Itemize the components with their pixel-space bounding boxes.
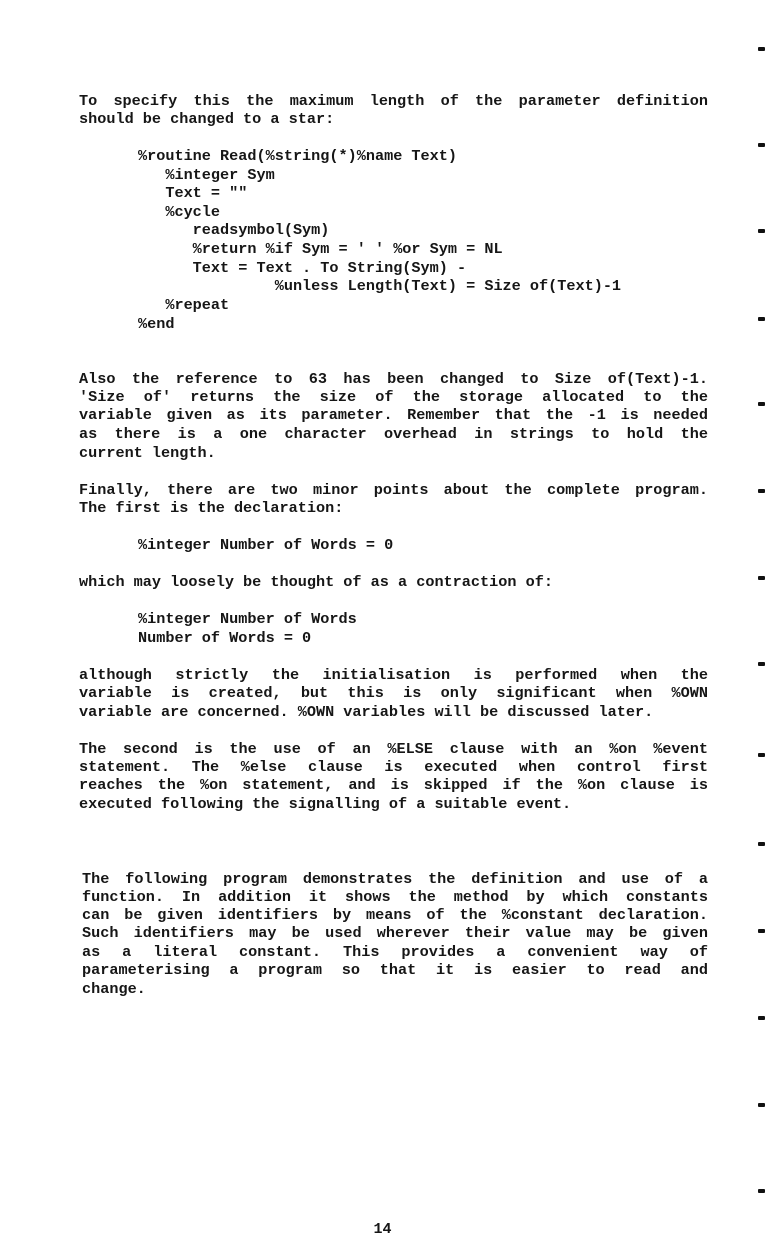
text-line: which may loosely be thought of as a contraction of: <box>79 573 553 591</box>
text-line: current length. <box>79 444 216 462</box>
text-line: Also the reference to 63 has been changed to Size of(Text)-1. <box>79 370 708 388</box>
code-line: Number of Words = 0 <box>138 629 312 647</box>
text-line: variable are concerned. %OWN variables will be discussed later. <box>79 703 654 721</box>
text-line: The following program demonstrates the definition and use of a <box>82 870 708 888</box>
margin-mark <box>758 929 765 933</box>
margin-mark <box>758 753 765 757</box>
text-line: variable is created, but this is only significant when %OWN <box>79 684 708 702</box>
text-line: reaches the %on statement, and is skipped if the %on clause is <box>79 776 708 794</box>
text-line: can be given identifiers by means of the %constant declaration. <box>82 906 708 924</box>
code-line: %integer Number of Words = 0 <box>138 536 394 554</box>
margin-mark <box>758 662 765 666</box>
code-line: %repeat <box>138 296 230 314</box>
margin-mark <box>758 229 765 233</box>
text-line: although strictly the initialisation is performed when the <box>79 666 708 684</box>
margin-mark <box>758 1189 765 1193</box>
page-number: 14 <box>373 1221 392 1238</box>
code-line: readsymbol(Sym) <box>138 221 330 239</box>
text-line: The second is the use of an %ELSE clause with an %on %event <box>79 740 708 758</box>
text-line: Finally, there are two minor points about the complete program. <box>79 481 708 499</box>
code-line: %unless Length(Text) = Size of(Text)-1 <box>138 277 622 295</box>
text-line: parameterising a program so that it is easier to read and <box>82 961 708 979</box>
text-line: executed following the signalling of a suitable event. <box>79 795 572 813</box>
text-line: statement. The %else clause is executed when control first <box>79 758 708 776</box>
margin-mark <box>758 1103 765 1107</box>
text-line: 'Size of' returns the size of the storage allocated to the <box>79 388 708 406</box>
code-line: %routine Read(%string(*)%name Text) <box>138 147 457 165</box>
text-line: Such identifiers may be used wherever their value may be given <box>82 924 708 942</box>
text-line: as a literal constant. This provides a convenient way of <box>82 943 708 961</box>
text-line: function. In addition it shows the method by which constants <box>82 888 708 906</box>
margin-mark <box>758 47 765 51</box>
code-line: %integer Number of Words <box>138 610 357 628</box>
code-line: %integer Sym <box>138 166 275 184</box>
text-line: should be changed to a star: <box>79 110 335 128</box>
margin-mark <box>758 489 765 493</box>
margin-mark <box>758 317 765 321</box>
margin-mark <box>758 402 765 406</box>
margin-mark <box>758 143 765 147</box>
code-line: Text = Text . To String(Sym) - <box>138 259 467 277</box>
text-line: as there is a one character overhead in strings to hold the <box>79 425 708 443</box>
text-line: To specify this the maximum length of the parameter definition <box>79 92 708 110</box>
margin-mark <box>758 842 765 846</box>
code-line: %cycle <box>138 203 221 221</box>
text-line: change. <box>82 980 146 998</box>
code-line: %end <box>138 315 175 333</box>
code-line: Text = "" <box>138 184 248 202</box>
text-line: The first is the declaration: <box>79 499 344 517</box>
code-line: %return %if Sym = ' ' %or Sym = NL <box>138 240 503 258</box>
margin-mark <box>758 576 765 580</box>
margin-mark <box>758 1016 765 1020</box>
text-line: variable given as its parameter. Remember that the -1 is needed <box>79 406 708 424</box>
